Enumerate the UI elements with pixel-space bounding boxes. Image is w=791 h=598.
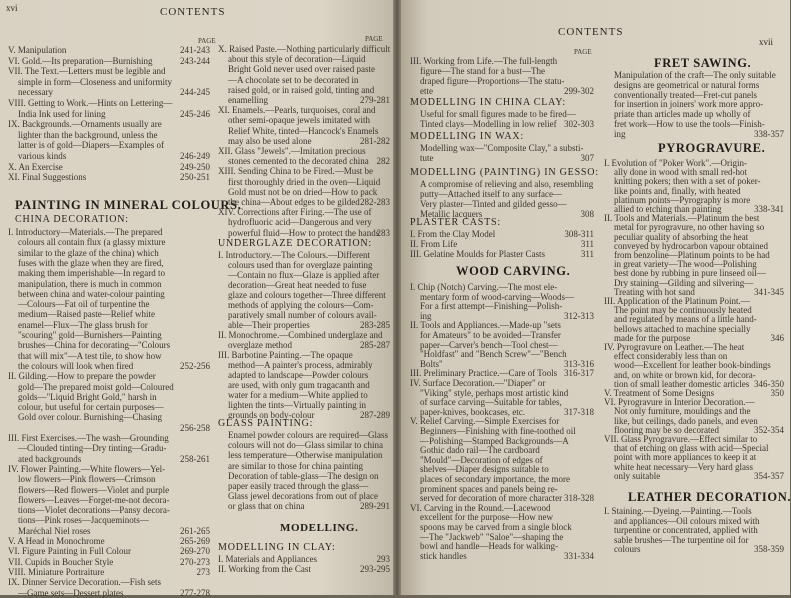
- toc-entry-continuation: grounds on body-colour: [228, 410, 315, 420]
- toc-page-range: 317-318: [564, 406, 594, 417]
- toc-page-range: 249-250: [180, 161, 210, 172]
- toc-page-range: 331-334: [564, 550, 594, 561]
- toc-entry-continuation: the colours will look when fired: [18, 360, 134, 371]
- toc-entry: III. Barbotine Painting.—The opaque: [218, 350, 353, 360]
- toc-entry-continuation: sable brushes—The turpentine oil for: [614, 534, 749, 545]
- right-folio: xvii: [759, 37, 774, 47]
- toc-page-range: 282-283: [360, 197, 390, 207]
- toc-entry: I. Chip (Notch) Carving.—The most ele-: [410, 282, 558, 292]
- toc-page-range: 313-316: [564, 358, 594, 369]
- toc-entry: III. First Exercises.—The wash—Grounding: [8, 433, 169, 443]
- toc-entry-continuation: A compromise of relieving and also, resembling: [420, 179, 594, 189]
- toc-entry-continuation: priate than articles made up wholly of: [614, 109, 751, 120]
- toc-entry-continuation: ing: [614, 128, 626, 139]
- toc-entry-continuation: Metallic lacquers: [420, 209, 483, 219]
- toc-entry-continuation: similar to the glaze of the china) which: [18, 247, 159, 258]
- toc-entry-continuation: The point may be continuously heated: [614, 305, 752, 316]
- modelling-gesso-title: MODELLING (PAINTING) IN GESSO:: [410, 167, 599, 178]
- toc-entry-continuation: ette: [420, 86, 433, 96]
- toc-entry-continuation: various kinds: [18, 151, 67, 161]
- toc-page-range: 277-278: [180, 587, 210, 598]
- toc-entry: IX. Backgrounds.—Ornaments usually are: [8, 119, 162, 130]
- toc-entry-continuation: latter is of gold—Diapers—Examples of: [18, 140, 164, 151]
- toc-entry: XI. Enamels.—Pearls, turquoises, coral and: [218, 105, 376, 116]
- toc-entry-continuation: method—A painter's process, admirably: [228, 360, 373, 370]
- toc-page-range: 358-359: [754, 544, 784, 555]
- toc-page-range: 283-285: [360, 320, 390, 330]
- toc-entry-continuation: point with more appliances to keep it at: [614, 452, 757, 463]
- toc-entry-continuation: "scouring" gold—Burnishers—Painting: [18, 330, 162, 340]
- toc-page-range: 241-243: [180, 45, 210, 55]
- toc-entry-continuation: methods of applying the colours—Com-: [228, 300, 374, 310]
- toc-entry-continuation: adapted to landscape—Powder colours: [228, 370, 369, 380]
- toc-entry: IX. Dinner Service Decoration.—Fish sets: [8, 577, 161, 588]
- toc-entry-continuation: ing: [420, 310, 432, 321]
- toc-entry-continuation: shelves—Diaper designs suitable to: [420, 464, 549, 475]
- toc-entry-continuation: Useful for small figures made to be fired—: [420, 109, 576, 119]
- subsection-clay: MODELLING IN CLAY:: [218, 542, 336, 553]
- modelling-china-clay-title: MODELLING IN CHINA CLAY:: [410, 97, 566, 108]
- toc-entry-continuation: golds—"Liquid Bright Gold," harsh in: [18, 391, 157, 402]
- toc-entry-continuation: making them imperishable—In regard to: [18, 268, 165, 279]
- toc-entry: III. Working from Life.—The full-length: [410, 56, 558, 66]
- toc-page-range: 307: [580, 153, 594, 163]
- toc-page-range: 261-265: [180, 525, 210, 536]
- left-page-label-col1: PAGE: [198, 37, 216, 45]
- toc-page-range: 256-258: [180, 422, 210, 433]
- toc-page-range: 354-357: [754, 470, 784, 481]
- leather-decoration-title: LEATHER DECORATION.: [628, 490, 791, 504]
- toc-entry: I. Introductory—Materials.—The prepared: [8, 227, 163, 237]
- subsection-underglaze: UNDERGLAZE DECORATION:: [218, 238, 372, 249]
- toc-entry-continuation: —Polishing—Stamped Backgrounds—A: [420, 435, 569, 446]
- toc-entry-continuation: —Clouded tinting—Dry tinting—Gradu-: [18, 443, 167, 454]
- toc-entry-continuation: lighter than the background, unless the: [18, 129, 158, 140]
- toc-entry-continuation: "Mould"—Decoration of edges of: [420, 454, 543, 465]
- toc-entry-continuation: flooring may be so decorated: [614, 424, 719, 435]
- right-page: [396, 0, 790, 595]
- toc-entry-continuation: Gothic dado rail—The cardboard: [420, 445, 540, 456]
- toc-entry-continuation: about this style of decoration—Liquid: [228, 54, 366, 65]
- toc-entry-continuation: platinum points—Pyrography is more: [614, 194, 751, 205]
- toc-entry-continuation: conveyed by hydrocarbon vapour obtained: [614, 240, 768, 251]
- toc-entry-continuation: conventionally treated—Fret-cut panels: [614, 89, 757, 100]
- toc-entry: IV. Surface Decoration.—"Diaper" or: [410, 378, 546, 388]
- toc-page-range: 283: [376, 227, 390, 238]
- toc-entry-continuation: hydrofluoric acid—Dangerous and very: [228, 217, 372, 228]
- toc-entry-continuation: metal for pyrogravure, no other having so: [614, 222, 765, 233]
- left-running-head: CONTENTS: [160, 6, 226, 18]
- toc-entry-continuation: putty—Attached itself to any surface—: [420, 189, 562, 199]
- section-title-mineral: PAINTING IN MINERAL COLOURS.: [15, 198, 242, 212]
- toc-entry-continuation: like, but ceilings, dado panels, and even: [614, 415, 758, 426]
- toc-page-range: 312-313: [564, 310, 594, 321]
- toc-entry: I. From the Clay Model: [410, 229, 496, 239]
- toc-entry-continuation: paper easily traced through the glass—: [228, 481, 369, 491]
- toc-entry: II. From Life: [410, 239, 458, 249]
- toc-page-range: 282: [376, 156, 390, 167]
- toc-entry-continuation: Enamel powder colours are required—Glass: [228, 430, 388, 440]
- toc-entry-continuation: Bright Gold never used over raised paste: [228, 64, 375, 75]
- toc-entry-continuation: powerful fluid—How to protect the hands: [228, 227, 380, 238]
- toc-entry-continuation: served for decoration of more character: [420, 493, 563, 504]
- toc-entry: X. An Exercise: [8, 161, 63, 172]
- toc-entry-continuation: of surface carving—Suitable for tables,: [420, 397, 562, 408]
- toc-entry-continuation: fuses with the glaze when they are fired,: [18, 257, 164, 268]
- toc-entry-continuation: first thoroughly dried in the oven—Liquid: [228, 176, 381, 187]
- toc-entry-continuation: Glass jewel decorations from out of place: [228, 491, 378, 502]
- toc-entry-continuation: water for a medium—White applied to: [228, 390, 368, 400]
- toc-page-range: 287-289: [360, 410, 390, 420]
- toc-entry: VI. Carving in the Round.—Lacewood: [410, 502, 551, 513]
- toc-entry-continuation: tion of small leather domestic articles: [614, 378, 750, 389]
- toc-entry-continuation: figure—The stand for a bust—The: [420, 66, 545, 76]
- toc-entry: XIV. Corrections after Firing.—The use of: [218, 207, 372, 218]
- toc-entry-continuation: Not only furniture, mouldings and the: [614, 406, 751, 417]
- toc-entry-continuation: Very plaster—Tinted and gilded gesso—: [420, 199, 567, 209]
- toc-entry-continuation: enamelling: [228, 95, 268, 105]
- toc-entry-continuation: that will mix"—A test tile, to show how: [18, 350, 162, 361]
- toc-entry-continuation: paper-knives, bookcases, etc.: [420, 406, 526, 417]
- toc-entry-continuation: colours used than for overglaze painting: [228, 260, 373, 270]
- toc-page-range: 245-246: [180, 108, 210, 119]
- toc-entry-continuation: flowers—Red flowers—Violet and purple: [18, 484, 170, 495]
- toc-entry-continuation: —Game sets—Dessert plates: [18, 587, 124, 598]
- toc-entry-continuation: turpentine or concentrated, applied with: [614, 525, 758, 536]
- toc-entry-continuation: brushes—China for decorating—"Colours: [18, 340, 171, 351]
- toc-entry-continuation: best done by rubbing in pure linseed oil—: [614, 268, 766, 279]
- wood-carving-title: WOOD CARVING.: [456, 264, 571, 278]
- toc-page-range: 293: [376, 554, 390, 564]
- toc-entry-continuation: manipulation, there is much in common: [18, 278, 162, 289]
- toc-entry: II. Tools and Appliances.—Made-up "sets: [410, 320, 561, 331]
- toc-entry-continuation: less temperature—Otherwise manipulation: [228, 450, 383, 461]
- toc-entry: I. Evolution of "Poker Work".—Origin-: [604, 158, 747, 168]
- toc-entry: VI. Figure Painting in Full Colour: [8, 546, 132, 557]
- toc-entry-continuation: raised gold, or in raised gold, tinting and: [228, 84, 375, 95]
- toc-entry-continuation: between china and water-colour painting: [18, 288, 165, 299]
- toc-page-range: 299-302: [564, 86, 594, 96]
- toc-entry-continuation: paratively small number of colours avail-: [228, 310, 377, 320]
- toc-entry-continuation: made for the purpose: [614, 332, 691, 343]
- toc-entry-continuation: prominent spaces and panels being re-: [420, 483, 558, 494]
- toc-entry: II. Working from the Cast: [218, 564, 311, 574]
- toc-entry-continuation: able—Their properties: [228, 320, 310, 330]
- toc-entry-continuation: stick handles: [420, 550, 467, 561]
- toc-page-range: 273: [196, 566, 210, 577]
- toc-entry-continuation: "Viking" style, perhaps most artistic kind: [420, 387, 569, 398]
- toc-entry: I. Introductory.—The Colours.—Different: [218, 250, 370, 260]
- toc-entry-continuation: the china—About edges to be gilded: [228, 197, 360, 207]
- toc-entry-continuation: Beginners—Finishing with fine-toothed oil: [420, 426, 576, 436]
- toc-page-range: 270-273: [180, 556, 210, 567]
- toc-entry-continuation: and appliances—Oil colours mixed with: [614, 515, 760, 526]
- toc-page-range: 269-270: [180, 546, 210, 557]
- toc-page-range: 250-251: [180, 172, 210, 183]
- toc-entry: X. Raised Paste.—Nothing particularly difficult: [218, 44, 391, 54]
- toc-entry-continuation: ally done in wood with small red-hot: [614, 167, 747, 178]
- toc-entry-continuation: may also be used alone: [228, 135, 312, 146]
- toc-entry-continuation: and, on white or brown kid, for decora-: [614, 369, 756, 380]
- toc-entry-continuation: paper—Carver's bench—Tool chest—: [420, 339, 558, 350]
- toc-entry-continuation: Bolts": [420, 358, 443, 369]
- toc-page-range: 279-281: [360, 95, 390, 105]
- toc-entry-continuation: knitting pokers; then with a set of poker-: [614, 176, 761, 187]
- toc-entry-continuation: are similar to those for china painting: [228, 460, 363, 471]
- toc-entry-continuation: for insertion in joiners' work more appro-: [614, 99, 764, 110]
- toc-page-range: 265-269: [180, 536, 210, 546]
- toc-entry-continuation: Tinted clays—Modelling in low relief: [420, 119, 557, 129]
- book-gutter: [393, 0, 401, 595]
- toc-entry: II. Gilding.—How to prepare the powder: [8, 371, 156, 382]
- toc-entry-continuation: for Amateurs" to be avoided—Transfer: [420, 330, 561, 340]
- toc-entry-continuation: other semi-opaque jewels imitated with: [228, 115, 370, 126]
- toc-page-range: 338-357: [754, 128, 784, 139]
- left-page-label-col2: PAGE: [365, 35, 383, 43]
- toc-page-range: 350: [770, 388, 784, 398]
- toc-entry-continuation: wood—Excellent for leather book-bindings: [614, 360, 771, 371]
- toc-entry: II. Tools and Materials.—Platinum the best: [604, 213, 760, 224]
- toc-entry-continuation: necessary: [18, 87, 53, 98]
- fret-sawing-title: FRET SAWING.: [654, 56, 752, 70]
- toc-entry: V. Relief Carving.—Simple Exercises for: [410, 416, 560, 427]
- toc-entry-continuation: in great variety—The wood—Polishing: [614, 259, 757, 270]
- pyrogravure-title: PYROGRAVURE.: [658, 141, 766, 155]
- toc-entry-continuation: —The "Jackweb" "Saloe"—shaping the: [420, 531, 564, 542]
- toc-entry-continuation: from benzoline—Platinum points to be had: [614, 250, 770, 260]
- toc-entry: VI. Pyrogravure in Interior Decoration.—: [604, 397, 755, 408]
- toc-entry-continuation: that of etching on glass with acid—Special: [614, 443, 769, 454]
- toc-entry-continuation: only suitable: [614, 470, 661, 481]
- toc-entry: IV. Flower Painting.—White flowers—Yel-: [8, 463, 166, 474]
- toc-entry-continuation: low flowers—Pink flowers—Crimson: [18, 474, 156, 485]
- toc-entry-continuation: Gold over colour. Burnishing—Chasing: [18, 412, 162, 423]
- toc-entry-continuation: lighten the tints—Virtually painting in: [228, 400, 366, 410]
- toc-entry-continuation: effect considerably less than on: [614, 351, 728, 362]
- toc-entry: II. Monochrome.—Combined underglaze and: [218, 330, 383, 340]
- toc-entry-continuation: For a first attempt—Finishing—Polish-: [420, 301, 563, 312]
- modelling-wax-title: MODELLING IN WAX:: [410, 131, 524, 142]
- section-title-modelling: MODELLING.: [280, 522, 359, 534]
- toc-page-range: 352-354: [754, 424, 784, 435]
- toc-entry: VII. The Text.—Letters must be legible and: [8, 66, 166, 77]
- toc-entry-continuation: bellows attached to machine specially: [614, 323, 751, 334]
- toc-entry-continuation: or glass that on china: [228, 501, 305, 512]
- toc-entry-continuation: Relief White, tinted—Hancock's Enamels: [228, 125, 379, 136]
- toc-entry-continuation: places of secondary importance, the more: [420, 474, 570, 484]
- toc-entry: XII. Glass "Jewels".—Imitation precious: [218, 146, 366, 156]
- toc-entry: VI. Gold.—Its preparation—Burnishing: [8, 55, 153, 66]
- toc-entry-continuation: medium—Raised paste—Relief white: [18, 309, 155, 320]
- toc-page-range: 311: [580, 249, 594, 259]
- toc-entry: III. Preliminary Practice.—Care of Tools: [410, 368, 558, 379]
- right-running-head: CONTENTS: [558, 26, 624, 38]
- toc-entry-continuation: glaze and colours together—Three different: [228, 290, 386, 300]
- toc-entry: I. Staining.—Dyeing.—Painting.—Tools: [604, 506, 752, 516]
- toc-entry: III. Application of the Platinum Point.—: [604, 296, 750, 306]
- toc-entry-continuation: bowl and handle—Heads for walking-: [420, 541, 558, 552]
- toc-entry-continuation: flowers—Leaves—Forget-me-not decora-: [18, 494, 170, 505]
- toc-entry-continuation: colour, but useful for certain purposes—: [18, 402, 164, 413]
- toc-entry: VII. Glass Pyrogravure.—Effect similar to: [604, 434, 758, 444]
- toc-page-range: 293-295: [360, 564, 390, 574]
- toc-entry: V. Manipulation: [8, 45, 67, 55]
- toc-entry-continuation: are used, with only gum tragacanth and: [228, 380, 370, 390]
- toc-entry-continuation: spoons may be carved from a single block: [420, 522, 572, 532]
- toc-entry-continuation: tute: [420, 153, 434, 163]
- toc-entry-continuation: fret work—How to use the tools—Finish-: [614, 119, 765, 129]
- toc-entry-continuation: peculiar quality of absorbing the heat: [614, 231, 749, 242]
- toc-entry-continuation: allied to etching than painting: [614, 204, 722, 214]
- toc-entry-continuation: decoration—Great heat needed to fuse: [228, 280, 367, 290]
- toc-entry: IV. Pyrogravure on Leather.—The heat: [604, 342, 745, 352]
- toc-entry-continuation: Maréchal Niel roses: [18, 525, 91, 536]
- toc-page-range: 318-328: [564, 493, 594, 504]
- toc-page-range: 308-311: [564, 229, 594, 239]
- toc-page-range: 281-282: [360, 135, 390, 146]
- toc-entry: VII. Cupids in Boucher Style: [8, 556, 114, 567]
- toc-entry-continuation: Treating with hot sand: [614, 286, 695, 297]
- toc-page-range: 289-291: [360, 501, 390, 512]
- toc-entry: III. Gelatine Moulds for Plaster Casts: [410, 249, 545, 259]
- toc-entry-continuation: colours: [614, 544, 641, 555]
- toc-entry-continuation: tions—Pink roses—Jacqueminots—: [18, 515, 149, 526]
- toc-entry: XI. Final Suggestions: [8, 172, 87, 183]
- toc-page-range: 252-256: [180, 360, 210, 371]
- subsection-glass: GLASS PAINTING:: [218, 418, 314, 429]
- toc-entry-continuation: India Ink used for lining: [18, 108, 106, 119]
- toc-entry-continuation: stones cemented to the decorated china: [228, 156, 369, 167]
- toc-entry-continuation: Manipulation of the craft—The only suitable: [614, 70, 776, 80]
- toc-entry-continuation: white heat necessary—Very hard glass: [614, 461, 753, 472]
- toc-entry-continuation: colours all contain flux (a glassy mixture: [18, 237, 166, 248]
- toc-entry-continuation: colours will not do—Glass similar to china: [228, 440, 383, 451]
- toc-entry-continuation: Gold must not be on dried—How to pack: [228, 186, 378, 197]
- toc-page-range: 285-287: [360, 340, 390, 350]
- toc-page-range: 316-317: [564, 368, 594, 379]
- toc-entry-continuation: like points and, finally, with heated: [614, 185, 741, 196]
- toc-entry-continuation: simple in form—Closeness and uniformity: [18, 76, 172, 87]
- toc-page-range: 311: [580, 239, 594, 249]
- toc-entry-continuation: and regulated by means of a little hand-: [614, 314, 757, 325]
- toc-page-range: 346-350: [754, 378, 784, 389]
- toc-page-range: 258-261: [180, 453, 210, 464]
- toc-page-range: 338-341: [754, 204, 784, 214]
- toc-entry-continuation: "Holdfast" and "Bench Screw"—"Bench: [420, 349, 567, 360]
- right-page-label-col1: PAGE: [574, 48, 592, 56]
- toc-entry-continuation: overglaze method: [228, 340, 293, 350]
- toc-page-range: 308: [580, 209, 594, 219]
- toc-page-range: 246-249: [180, 151, 210, 161]
- toc-entry: I. Materials and Appliances: [218, 554, 317, 564]
- toc-entry-continuation: designs are geometrical or natural forms: [614, 79, 760, 90]
- toc-entry-continuation: enamel—Flux—The glass brush for: [18, 319, 148, 330]
- toc-entry-continuation: gold—The prepared moist gold—Coloured: [18, 381, 174, 392]
- toc-entry-continuation: excellent for the purpose—How new: [420, 512, 553, 523]
- toc-entry: VIII. Miniature Portraiture: [8, 566, 105, 577]
- toc-page-range: 302-303: [564, 119, 594, 129]
- toc-entry-continuation: tions—Violet decorations—Pansy decora-: [18, 505, 170, 516]
- subsection-china: CHINA DECORATION:: [15, 214, 129, 225]
- toc-entry: VIII. Getting to Work.—Hints on Lettering—: [8, 98, 173, 108]
- toc-entry-continuation: —A chocolate set to be decorated in: [228, 74, 359, 85]
- plaster-casts-title: PLASTER CASTS:: [410, 217, 501, 228]
- toc-entry-continuation: Decoration of table-glass—The design on: [228, 470, 379, 481]
- toc-entry-continuation: —Contain no flux—Glaze is applied after: [228, 270, 380, 280]
- toc-page-range: 243-244: [180, 55, 210, 66]
- toc-entry: V. A Head in Monochrome: [8, 536, 105, 546]
- toc-entry-continuation: Modelling wax—"Composite Clay," a substi-: [420, 143, 584, 153]
- left-folio: xvi: [6, 3, 18, 13]
- toc-entry: V. Treatment of Some Designs: [604, 388, 715, 398]
- toc-page-range: 346: [770, 332, 784, 343]
- toc-entry-continuation: Dry staining—Gilding and silvering—: [614, 277, 754, 288]
- toc-entry-continuation: mentary form of wood-carving—Woods—: [420, 291, 574, 302]
- toc-entry-continuation: ated backgrounds: [18, 453, 82, 464]
- toc-entry-continuation: draped figure—Proportions—The statu-: [420, 76, 565, 86]
- toc-entry-continuation: —Colours—Fat oil of turpentine the: [18, 299, 150, 310]
- toc-page-range: 244-245: [180, 87, 210, 98]
- toc-entry: XIII. Sending China to be Fired.—Must be: [218, 166, 373, 177]
- toc-page-range: 341-345: [754, 286, 784, 297]
